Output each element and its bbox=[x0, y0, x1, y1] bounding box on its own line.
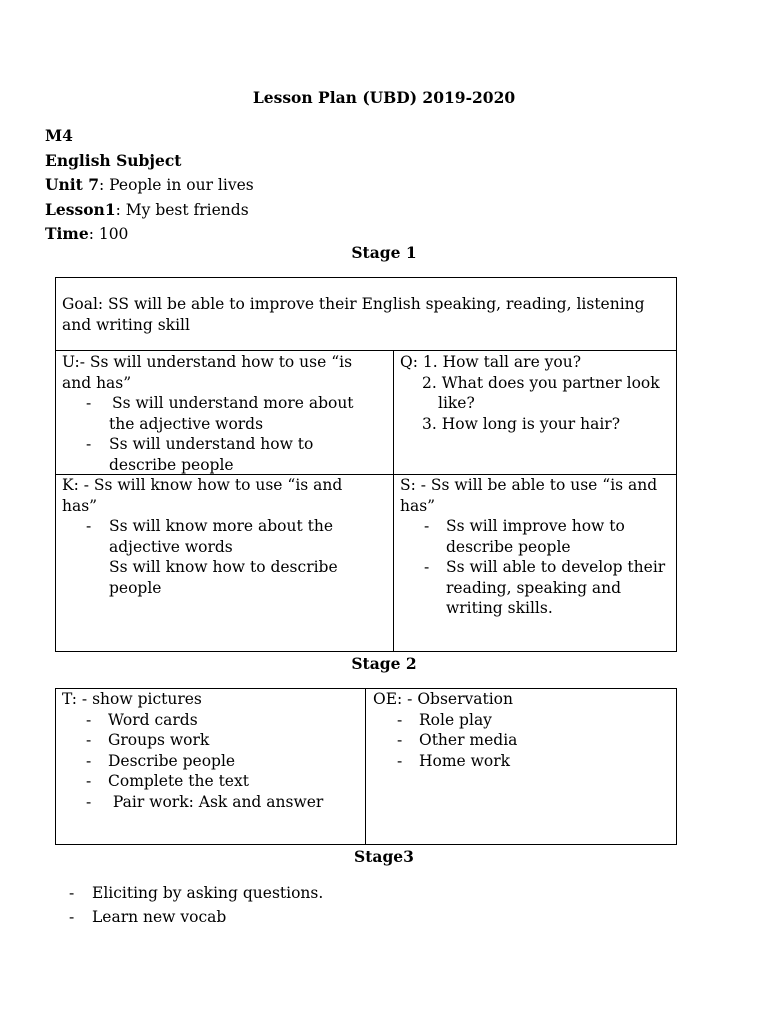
lesson-value: : My best friends bbox=[115, 200, 249, 219]
bullet-text: Pair work: Ask and answer bbox=[108, 792, 324, 811]
lesson-label: Lesson1 bbox=[45, 199, 116, 219]
stage1-divider-vertical bbox=[393, 350, 394, 652]
goal-line-1: Goal: SS will be able to improve their English speaking, reading, listening bbox=[62, 295, 645, 313]
skills-cell bbox=[400, 475, 672, 619]
goal-line-2: and writing skill bbox=[62, 315, 190, 334]
question-2-cont: like? bbox=[438, 394, 475, 412]
question-3: 3. How long is your hair? bbox=[422, 414, 621, 433]
bullet-text: Ss will know how to describe bbox=[109, 558, 338, 576]
unit-label: Unit 7 bbox=[45, 175, 100, 194]
list-item bbox=[62, 751, 362, 772]
knowledge-line-2: has” bbox=[62, 496, 98, 515]
stage2-heading: Stage 2 bbox=[351, 654, 417, 673]
stage3-list bbox=[45, 881, 645, 929]
understand-line-2: and has” bbox=[62, 373, 132, 392]
list-item bbox=[62, 516, 390, 598]
bullet-text: Ss will able to develop their bbox=[446, 558, 666, 576]
list-item bbox=[62, 730, 362, 751]
bullet-dash: - bbox=[397, 751, 403, 770]
bullet-dash: - bbox=[397, 731, 403, 749]
knowledge-line-1: K: - Ss will know how to use “is and bbox=[62, 476, 343, 494]
stage3-heading: Stage3 bbox=[354, 847, 414, 866]
teaching-first: T: - show pictures bbox=[62, 690, 202, 708]
bullet-dash: - bbox=[424, 558, 430, 576]
list-item bbox=[373, 710, 673, 731]
bullet-text: Groups work bbox=[108, 731, 210, 749]
question-1: Q: 1. How tall are you? bbox=[400, 353, 582, 371]
list-item bbox=[62, 393, 390, 434]
bullet-text: Describe people bbox=[108, 751, 236, 770]
grade: M4 bbox=[45, 126, 73, 145]
bullet-text: reading, speaking and bbox=[446, 578, 622, 597]
bullet-text: the adjective words bbox=[109, 414, 264, 433]
bullet-text: Ss will know more about the bbox=[109, 517, 334, 535]
bullet-dash: - bbox=[69, 884, 75, 902]
skills-line-1: S: - Ss will be able to use “is and bbox=[400, 476, 658, 494]
bullet-dash: - bbox=[86, 394, 92, 412]
bullet-text: describe people bbox=[446, 537, 571, 556]
understand-line-1: U:- Ss will understand how to use “is bbox=[62, 353, 353, 371]
bullet-text: Other media bbox=[419, 731, 518, 749]
list-item bbox=[45, 905, 645, 929]
lesson-meta bbox=[45, 124, 254, 247]
bullet-text: Ss will understand how to bbox=[109, 435, 314, 453]
list-item bbox=[62, 771, 362, 792]
list-item bbox=[373, 751, 673, 772]
list-item bbox=[400, 516, 672, 557]
list-item bbox=[373, 730, 673, 751]
bullet-dash: - bbox=[86, 435, 92, 453]
bullet-dash: - bbox=[86, 710, 92, 729]
bullet-dash: - bbox=[86, 772, 92, 790]
evidence-cell bbox=[373, 689, 673, 771]
bullet-dash: - bbox=[397, 710, 403, 729]
bullet-text: writing skills. bbox=[446, 599, 553, 617]
bullet-text: Role play bbox=[419, 710, 492, 729]
subject: English Subject bbox=[45, 150, 182, 170]
list-item bbox=[62, 434, 390, 475]
list-item bbox=[400, 557, 672, 619]
knowledge-cell bbox=[62, 475, 390, 598]
bullet-dash: - bbox=[86, 731, 92, 749]
document-title: Lesson Plan (UBD) 2019-2020 bbox=[252, 88, 516, 107]
bullet-text: Ss will improve how to bbox=[446, 517, 625, 535]
bullet-text: Home work bbox=[419, 751, 511, 770]
bullet-text: Complete the text bbox=[108, 772, 249, 790]
understand-cell bbox=[62, 352, 390, 475]
stage2-divider-vertical bbox=[365, 688, 366, 845]
bullet-dash: - bbox=[86, 792, 92, 811]
questions-cell bbox=[400, 352, 672, 434]
bullet-dash: - bbox=[69, 908, 75, 926]
list-item bbox=[62, 710, 362, 731]
evidence-first: OE: - Observation bbox=[373, 690, 513, 708]
bullet-dash: - bbox=[86, 517, 92, 535]
list-item bbox=[45, 881, 645, 905]
bullet-text: Ss will understand more about bbox=[112, 394, 354, 412]
stage1-heading: Stage 1 bbox=[351, 243, 417, 262]
bullet-text: adjective words bbox=[109, 537, 233, 556]
unit-value: : People in our lives bbox=[99, 176, 254, 194]
time-value: : 100 bbox=[88, 225, 129, 243]
goal-cell bbox=[62, 294, 672, 335]
bullet-dash: - bbox=[424, 517, 430, 535]
list-item bbox=[62, 792, 362, 813]
stage1-divider-goal bbox=[55, 350, 677, 351]
bullet-text: describe people bbox=[109, 455, 234, 474]
time-label: Time bbox=[45, 224, 89, 243]
teaching-cell bbox=[62, 689, 362, 812]
bullet-text: people bbox=[109, 578, 162, 597]
bullet-text: Learn new vocab bbox=[92, 908, 227, 926]
bullet-text: Word cards bbox=[108, 710, 198, 729]
bullet-dash: - bbox=[86, 751, 92, 770]
skills-line-2: has” bbox=[400, 496, 436, 515]
question-2: 2. What does you partner look bbox=[422, 373, 660, 392]
bullet-text: Eliciting by asking questions. bbox=[92, 884, 324, 902]
